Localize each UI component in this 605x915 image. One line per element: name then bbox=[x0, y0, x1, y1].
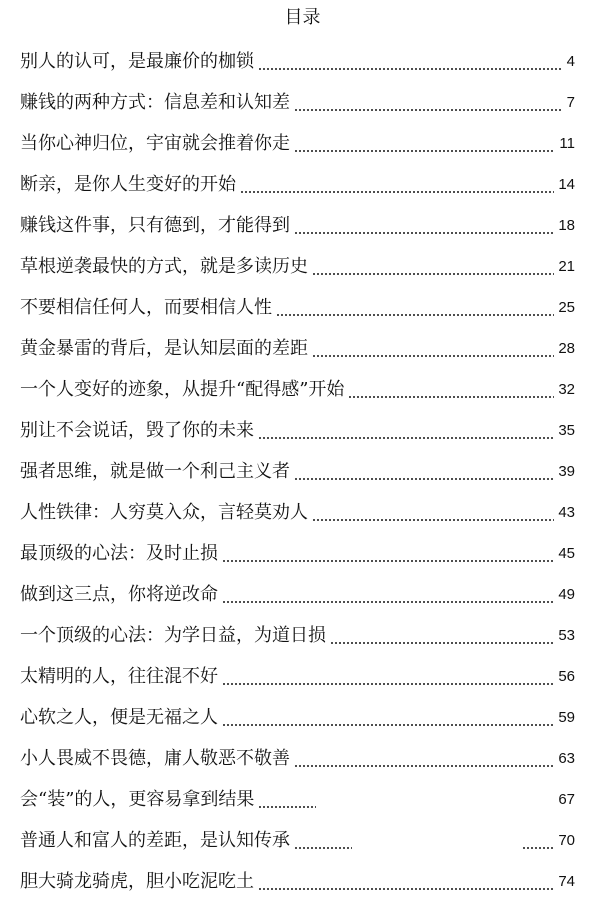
dot-leader bbox=[222, 601, 554, 603]
dot-leader bbox=[312, 273, 554, 275]
toc-entry[interactable] bbox=[20, 246, 575, 287]
toc-entry-page: 11 bbox=[559, 134, 575, 152]
toc-entry[interactable] bbox=[20, 574, 575, 615]
toc-entry-page: 7 bbox=[566, 93, 575, 111]
toc-title: 目录 bbox=[284, 7, 321, 28]
toc-entry-title: 会“装”的人，更容易拿到结果 bbox=[20, 788, 255, 810]
toc-entry[interactable] bbox=[20, 451, 575, 492]
dot-leader bbox=[222, 724, 554, 726]
dot-leader bbox=[258, 888, 554, 890]
dot-leader bbox=[348, 396, 554, 398]
toc-entry-title: 太精明的人，往往混不好 bbox=[20, 665, 218, 687]
dot-leader bbox=[312, 519, 554, 521]
toc-entry[interactable] bbox=[20, 410, 575, 451]
toc-entry-title: 做到这三点，你将逆改命 bbox=[20, 583, 218, 605]
dot-leader bbox=[276, 314, 554, 316]
dot-leader bbox=[258, 68, 563, 70]
toc-entry-title: 普通人和富人的差距，是认知传承 bbox=[20, 829, 290, 851]
dot-leader bbox=[294, 478, 554, 480]
dot-leader bbox=[294, 150, 555, 152]
toc-entry[interactable] bbox=[20, 287, 575, 328]
toc-entry-title: 草根逆袭最快的方式，就是多读历史 bbox=[20, 255, 308, 277]
toc-entry-title: 黄金暴雷的背后，是认知层面的差距 bbox=[20, 337, 308, 359]
toc-entry-title: 当你心神归位，宇宙就会推着你走 bbox=[20, 132, 290, 154]
toc-entry[interactable] bbox=[20, 697, 575, 738]
toc-entry[interactable] bbox=[20, 656, 575, 697]
toc-entry-page: 74 bbox=[558, 872, 575, 890]
toc-entry[interactable] bbox=[20, 82, 575, 123]
toc-entry-page: 43 bbox=[558, 503, 575, 521]
dot-leader bbox=[312, 355, 554, 357]
toc-entry-page: 18 bbox=[558, 216, 575, 234]
dot-leader bbox=[258, 806, 316, 808]
toc-list bbox=[20, 41, 575, 902]
toc-entry-page: 70 bbox=[558, 831, 575, 849]
toc-entry[interactable] bbox=[20, 492, 575, 533]
dot-leader bbox=[222, 560, 554, 562]
dot-leader bbox=[522, 847, 554, 849]
toc-entry-page: 67 bbox=[558, 790, 575, 808]
toc-entry-title: 别让不会说话，毁了你的未来 bbox=[20, 419, 254, 441]
toc-entry-page: 39 bbox=[558, 462, 575, 480]
toc-entry[interactable] bbox=[20, 41, 575, 82]
toc-entry-title: 小人畏威不畏德，庸人敬恶不敬善 bbox=[20, 747, 290, 769]
toc-entry-title: 人性铁律：人穷莫入众，言轻莫劝人 bbox=[20, 501, 308, 523]
toc-entry-page: 14 bbox=[558, 175, 575, 193]
toc-entry[interactable] bbox=[20, 738, 575, 779]
toc-entry[interactable] bbox=[20, 164, 575, 205]
toc-entry-title: 心软之人，便是无福之人 bbox=[20, 706, 218, 728]
toc-entry[interactable] bbox=[20, 779, 575, 820]
dot-leader bbox=[240, 191, 554, 193]
toc-entry-page: 35 bbox=[558, 421, 575, 439]
toc-entry-title: 胆大骑龙骑虎，胆小吃泥吃土 bbox=[20, 870, 254, 892]
toc-entry-page: 32 bbox=[558, 380, 575, 398]
toc-entry[interactable] bbox=[20, 533, 575, 574]
toc-entry-page: 21 bbox=[558, 257, 575, 275]
dot-leader bbox=[294, 109, 563, 111]
toc-entry[interactable] bbox=[20, 861, 575, 902]
toc-entry[interactable] bbox=[20, 369, 575, 410]
toc-entry-page: 4 bbox=[566, 52, 575, 70]
toc-entry-page: 45 bbox=[558, 544, 575, 562]
toc-entry-page: 56 bbox=[558, 667, 575, 685]
toc-entry-page: 59 bbox=[558, 708, 575, 726]
toc-entry-page: 49 bbox=[558, 585, 575, 603]
toc-entry-title: 强者思维，就是做一个利己主义者 bbox=[20, 460, 290, 482]
dot-leader bbox=[294, 232, 554, 234]
toc-entry[interactable] bbox=[20, 205, 575, 246]
toc-entry-title: 断亲，是你人生变好的开始 bbox=[20, 173, 236, 195]
toc-entry-page: 63 bbox=[558, 749, 575, 767]
dot-leader bbox=[294, 765, 554, 767]
toc-entry-page: 53 bbox=[558, 626, 575, 644]
toc-entry-title: 最顶级的心法：及时止损 bbox=[20, 542, 218, 564]
dot-leader bbox=[294, 847, 352, 849]
toc-entry-page: 25 bbox=[558, 298, 575, 316]
dot-leader bbox=[330, 642, 554, 644]
toc-entry-title: 一个人变好的迹象，从提升“配得感”开始 bbox=[20, 378, 345, 400]
toc-entry-page: 28 bbox=[558, 339, 575, 357]
toc-entry-title: 别人的认可，是最廉价的枷锁 bbox=[20, 50, 254, 72]
toc-entry-title: 一个顶级的心法：为学日益，为道日损 bbox=[20, 624, 326, 646]
toc-entry-title: 不要相信任何人，而要相信人性 bbox=[20, 296, 272, 318]
dot-leader bbox=[258, 437, 554, 439]
toc-entry-title: 赚钱的两种方式：信息差和认知差 bbox=[20, 91, 290, 113]
toc-entry[interactable] bbox=[20, 615, 575, 656]
toc-entry[interactable] bbox=[20, 123, 575, 164]
toc-entry[interactable] bbox=[20, 820, 575, 861]
toc-entry[interactable] bbox=[20, 328, 575, 369]
dot-leader bbox=[222, 683, 554, 685]
toc-entry-title: 赚钱这件事，只有德到，才能得到 bbox=[20, 214, 290, 236]
